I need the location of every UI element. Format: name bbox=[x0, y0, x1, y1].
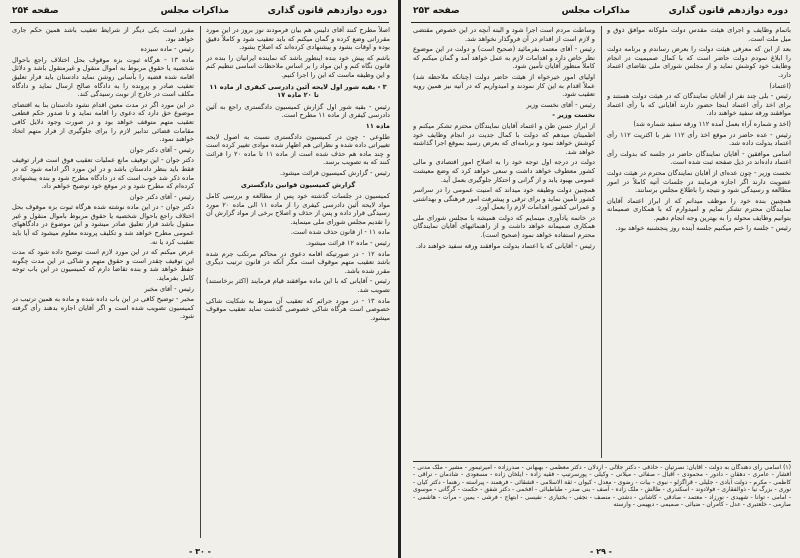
paragraph: در این مورد اگر در مدت معین اقدام نشود دادستان بنا به اقتضای موضوع حق دارد که دعوی را اقامه نماید و تا صدور حکم قطعی تعقیب متهم متوقف خواهد بود و در صورت وجود دلایل کافی مقامات قضائی تدابیر لازم را برای جلوگیری از فرار متهم اتخاذ خواهند نمود. bbox=[12, 100, 194, 144]
speaker-label: نخست وزیر - bbox=[552, 111, 595, 120]
paragraph: رئیس - بقیه شور اول گزارش کمیسیون دادگستری راجع به آئین دادرسی کیفری از ماده ۱۱ مطرح است. bbox=[206, 102, 390, 120]
speaker-label: ماده ۱۱ bbox=[365, 121, 390, 130]
paragraph: رئیس - آقای معتمد بفرمائید (صحیح است) و دولت در این موضوع نظر خاص دارد و اقدامات لازم به عمل خواهد آمد و گمان میکنم که کاملاً منظور آقایان تأمین شود. bbox=[413, 45, 595, 71]
paragraph: باشم که پیش خود بنده اینطور باشد که نماینده ایرانیان را بنده در قانون نگاه کنم و این مواد را بر اساس ملاحظات اساسی تنظیم کنم و این وظیفه ماست که این را اجرا کنیم. bbox=[206, 53, 390, 79]
paragraph: اسامی موافقین - آقایان نمایندگان حاضر در جلسه که بدولت رأی اعتماد داده‌اند در ذیل صفحه ثبت شده است. bbox=[607, 149, 791, 167]
paragraph: وساطت مردم است اجرا شود و البته آنچه در این خصوص مقتضی و لازم است از اقدام در آن فروگذار نخواهد شد. bbox=[413, 26, 595, 43]
paragraph: رئیس - بلی چند نفر از آقایان نمایندگان که در هیئت دولت هستند و برای اخذ رأی اعتماد اینجا حضور دارند آقایانی که با رأی اعتماد موافقند ورقه سفید خواهند داد. bbox=[607, 92, 791, 118]
right-page-title: دوره دوازدهم قانون گذاری bbox=[668, 6, 788, 16]
left-page-title: دوره دوازدهم قانون گذاری bbox=[267, 6, 387, 16]
paragraph: (اعتماد) bbox=[769, 81, 791, 90]
paragraph: رئیس - آقای دکتر جوان bbox=[129, 192, 194, 201]
paragraph: رئیس - عده حاضر در موقع اخذ رأی ۱۱۲ نفر با اکثریت ۱۱۲ رأی اعتماد بدولت داده شد. bbox=[607, 130, 791, 148]
paragraph: رئیس - آقایانی که با این ماده موافقند قیام فرمایند (اکثر برخاستند) تصویب شد. bbox=[206, 277, 390, 295]
footnote-voter-list: (۱) اسامی رأی دهندگان به دولت - آقایان: نصرتیان - حاذقی - دکتر جلالی - اردلان - دکتر معظمی - بهبهانی - صدرزاده - امیرتیمور - مشیر - ملک مدنی - افشار - عامری - دهقان - دادور - محمودی - اقبال - صفائی - میلانی - وکیلی - پورسرتیپ - فقیه زاده - ایلخان زاده - مسعودی - شادمان - نراقی - کاظمی - مکرم - دولت آبادی - جلیلی - قراگزلو - نبوی - بیات - رضوی - معدل - کیوان - ثقة الاسلامی - قشقائی - فرهمند - پیراسته - رهنما - دکتر کیان - نوری - بزرگ نیا - ذوالفقاری - فولادوند - اسکندری - طالش - ملک زاده - آصف - بنی صدر - طباطبائی - افخمی - دکتر شفق - حکمت - گرگانی - موسوی - امامی - توانا - شهیدی - نورزاد - معتمد - صادقی - کاشانی - دشتی - منصف - نجفی - بختیاری - نفیسی - ابتهاج - فرشی - یمین - مرآت - هاشمی - صارمی - خلعتبری - عدل - کامران - ضیائی - صمیمی - دیهیمی - وارسته bbox=[413, 464, 791, 509]
section-heading: گزارش کمیسیون قوانین دادگستری bbox=[240, 180, 356, 189]
paragraph: نخست وزیر - چون عده‌ای از آقایان نمایندگان محترم در هیئت دولت عضویت دارند اگر اجازه فرمایند در جلسات آتیه کاملاً در امور مطالعه و رسیدگی شود و نتیجه را باطلاع مجلس برسانند. bbox=[607, 168, 791, 195]
left-page-footer-number: - ۳۰ - bbox=[189, 547, 211, 556]
right-page-number: صفحه ۲۵۳ bbox=[413, 6, 460, 16]
paragraph: (اخذ و شماره آراء بعمل آمده ۱۱۲ ورقه سفید شماره شد) bbox=[633, 119, 791, 128]
paragraph: باتمام وظایف و اجرای هیئت مقدس دولت ملوکانه موافق ذوق و میل ملت است. bbox=[607, 26, 791, 43]
right-page-header bbox=[411, 4, 790, 22]
section-heading: ۳ - بقیه شور اول لایحه آئین دادرسی کیفری از ماده ۱۱ تا ۲۰ ماده ۱۷ bbox=[209, 82, 387, 100]
right-page-left-column bbox=[413, 26, 595, 458]
paragraph: رئیس - جلسه را ختم میکنیم جلسه آینده روز پنجشنبه خواهد بود. bbox=[615, 224, 791, 233]
left-page-header bbox=[10, 4, 389, 22]
paragraph: کمیسیون در جلسات گذشته خود پس از مطالعه و بررسی کامل مواد لایحه آئین دادرسی کیفری را از ماده ۱۱ الی ماده ۲۰ مورد رسیدگی قرار داده و پس از حذف و اصلاح برخی از مواد گزارش آن را تقدیم مجلس شورای ملی مینماید. bbox=[206, 192, 390, 226]
paragraph: همچنین دولت وظیفه خود میداند که امنیت عمومی را در سراسر کشور تأمین نماید و برای ترقی و پیشرفت امور فرهنگی و بهداشتی و عمرانی کشور اقدامات لازم را بعمل آورد. bbox=[413, 186, 595, 212]
paragraph: دولت در درجه اول توجه خود را به اصلاح امور اقتصادی و مالی کشور معطوف خواهد داشت و سعی خواهد کرد که وضع معیشت عمومی بهبود یابد و از گرانی و احتکار جلوگیری بعمل آید. bbox=[413, 158, 595, 184]
paragraph: از ابراز حسن ظن و اعتماد آقایان نمایندگان محترم تشکر میکنم و اطمینان میدهم که دولت با کمال جدیت در انجام وظایف خود کوشش خواهد نمود و برنامه‌ای که بعرض رسید بموقع اجرا گذاشته خواهد شد. bbox=[413, 121, 595, 156]
paragraph: بعد از این که معرفی هیئت دولت را بعرض رساندم و برنامه دولت را ابلاغ نمودم دولت حاضر است که با کمال صمیمیت در انجام وظایف خود کوشش نماید و از مجلس شورای ملی تقاضای اعتماد دارد. bbox=[607, 45, 791, 79]
left-page-left-column bbox=[12, 26, 194, 544]
paragraph: مخبر - توضیح کافی در این باب داده شده و ماده به همین ترتیب در کمیسیون تصویب شده است و اگر آقایان اجازه بدهند رأی گرفته شود. bbox=[12, 295, 194, 321]
paragraph: طلوعی - چون در کمیسیون دادگستری نسبت به اصول لایحه تغییراتی داده شده و نظراتی هم اظهار شده موادی تغییر کرده است و چند ماده هم حذف شده است از ماده ۱۱ تا ماده ۲۰ را قرائت کنند که به تصویب برسد. bbox=[206, 132, 390, 167]
paragraph: دکتر جوان - در این ماده نوشته شده هرگاه ثبوت بزه موقوف بحل اختلاف راجع باحوال شخصیه یا حقوق مربوط باموال منقول و غیر منقول باشد قرار تعلیق صادر میشود و این موضوع در دادگاههای عمومی مطرح خواهد شد و تکلیف پرونده معلوم میشود که آیا باید تعقیب کرد یا نه. bbox=[12, 203, 194, 246]
paragraph: در خاتمه یادآوری مینمایم که دولت همیشه با مجلس شورای ملی همکاری صمیمانه خواهد داشت و از راهنمائیهای آقایان نمایندگان محترم استفاده خواهد نمود (صحیح است). bbox=[413, 213, 595, 240]
paragraph: ماده ۱۳ - در مورد جرائم که تعقیب آن منوط به شکایت شاکی خصوصی است هرگاه شاکی خصوصی گذشت نماید تعقیب موقوف میشود. bbox=[206, 296, 390, 322]
paragraph: اصلاً مطرح کنند آقای دلیس هم بیان فرمودند نوز بروز در این مورد مقرراتی وضع کرده و گمان میکنم که باید تعقیب شود و کاملاً دقیق بوده و اوقات بشود و پیشنهادی کرده‌اند که اصلاح بشود. bbox=[206, 26, 390, 52]
paragraph: رئیس - گزارش کمیسیون قرائت میشود. bbox=[280, 168, 390, 177]
paragraph: رئیس - آقای نخست وزیر bbox=[526, 100, 595, 109]
paragraph: عرض میکنم که در این مورد لازم است توضیح داده شود که مدت این توقیف چقدر است و حقوق متهم و شاکی در این مدت چگونه حفظ خواهد شد و بنده تقاضا دارم که کمیسیون در این باب توجه کامل بفرماید. bbox=[12, 248, 194, 283]
paragraph: رئیس - آقای دکتر جوان bbox=[129, 145, 194, 154]
right-page-right-column bbox=[607, 26, 791, 458]
paragraph: رئیس - آقای مخبر bbox=[144, 284, 194, 293]
left-page-section: مذاکرات مجلس bbox=[160, 6, 229, 16]
right-column-divider bbox=[601, 26, 602, 458]
paragraph: اولیای امور خیرخواه از هیئت حاضر دولت (چنانکه ملاحظه شد) عملاً اقدام به این کار نمودند و امیدواریم که در آتیه نیز همین رویه تعقیب شود. bbox=[413, 72, 595, 99]
footnote-rule bbox=[413, 461, 791, 462]
left-page bbox=[0, 0, 399, 558]
paragraph: مقرر است یکی دیگر از شرایط تعقیب باشد همین حکم جاری خواهد بود. bbox=[12, 26, 194, 43]
left-header-rule bbox=[10, 22, 389, 23]
paragraph: ماده ۱۳ - هرگاه ثبوت بزه موقوف بحل اختلاف راجع باحوال شخصیه یا حقوق مربوط به اموال منقول و غیرمنقول باشد و دلائل اقامه شده قضیه را بآسانی روشن نماید دادستان باید قرار تعلیق تعقیب صادر و پرونده را به دادگاه صالح ارسال نماید و دادگاه مکلف است در خارج از نوبت رسیدگی کند. bbox=[12, 55, 194, 99]
paragraph: رئیس - آقایانی که با اعتماد بدولت موافقند ورقه سفید خواهند داد. bbox=[415, 241, 595, 250]
right-page-section: مذاکرات مجلس bbox=[561, 6, 630, 16]
left-page-right-column bbox=[206, 26, 390, 544]
left-page-number: صفحه ۲۵۴ bbox=[12, 6, 59, 16]
paragraph: دکتر جوان - این توقیف مانع عملیات تعقیب فوق است قرار توقیف فقط باید بنظر دادستان باشد و در این مورد اگر ادامه شود که در ماده ذکر شد خوب است که در دادگاه مطرح شود و بنده پیشنهادی کرده‌ام که مطرح شود و در موقع خود توضیح خواهم داد. bbox=[12, 156, 194, 191]
right-header-rule bbox=[411, 22, 790, 23]
paragraph: رئیس - ماده سیزده bbox=[140, 45, 194, 54]
paragraph: رئیس - ماده ۱۲ قرائت میشود. bbox=[305, 239, 390, 248]
paragraph: ماده ۱۲ - در صورتیکه اقامه دعوی در محاکم مرتکب جرم شده باشد تعقیب متهم موقوف است مگر آنکه در قانون ترتیب دیگری مقرر شده باشد. bbox=[206, 249, 390, 275]
paragraph: همچنین بنده خود را موظف میدانم که از ابراز اعتماد آقایان نمایندگان محترم تشکر نمایم و امیدوارم که با همکاری صمیمانه بتوانیم وظایف محوله را به بهترین وجه انجام دهیم. bbox=[607, 196, 791, 222]
right-page bbox=[401, 0, 800, 558]
right-page-footer-number: - ۲۹ - bbox=[590, 547, 612, 556]
left-column-divider bbox=[200, 26, 201, 538]
paragraph: ماده ۱۱ - از قانون حذف شده است. bbox=[290, 228, 390, 237]
